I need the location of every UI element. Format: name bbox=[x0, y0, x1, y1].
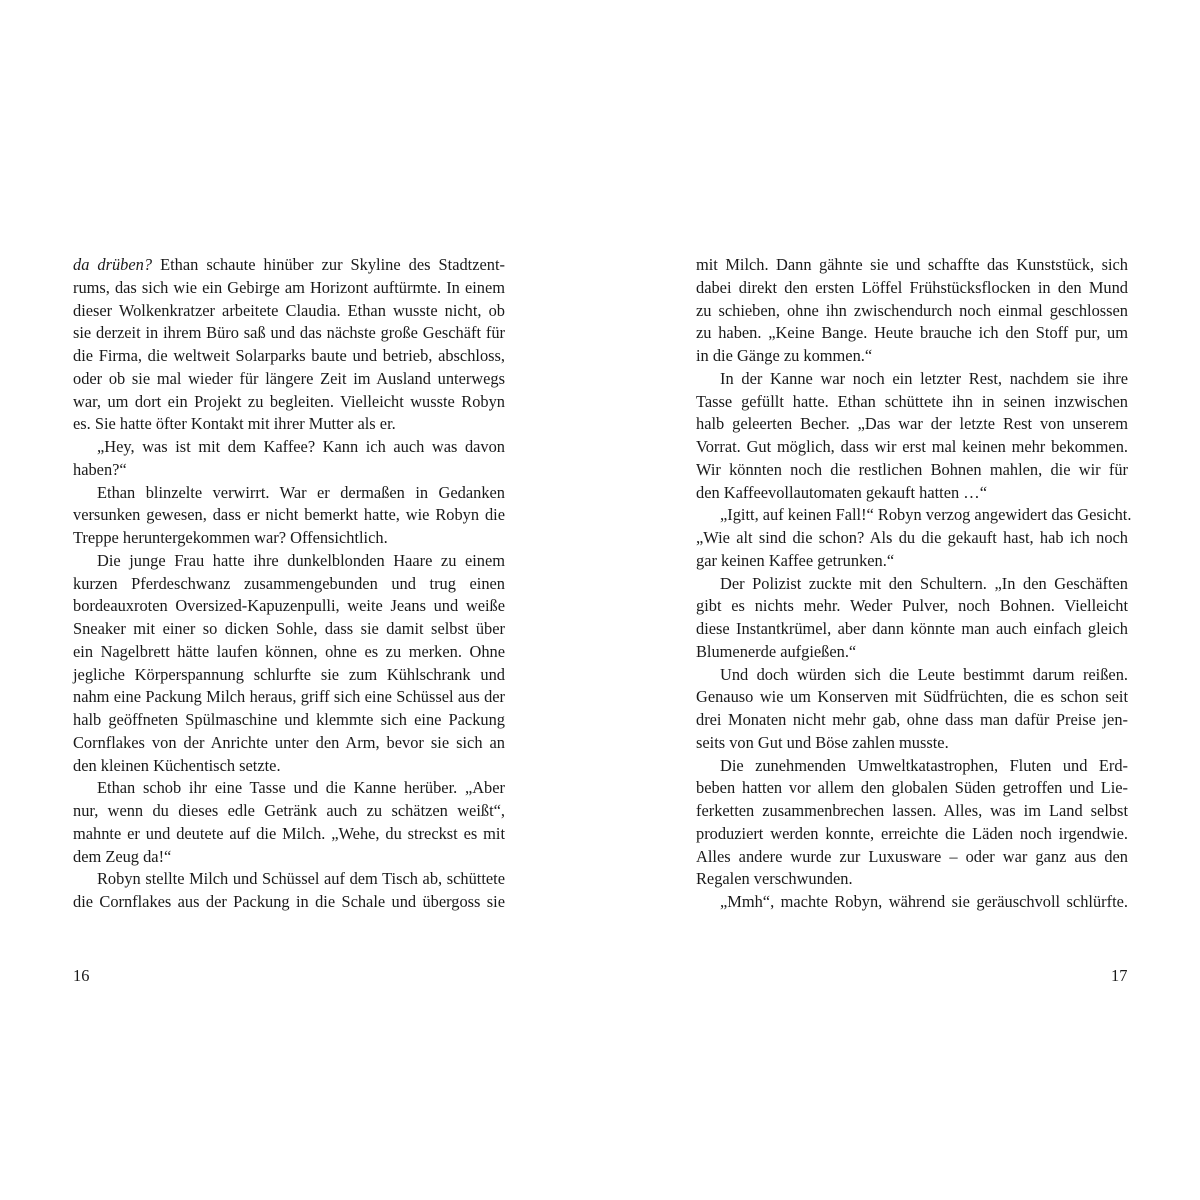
text-line bbox=[73, 527, 505, 550]
text-line bbox=[696, 755, 1128, 778]
line-text: kurzen Pferdeschwanz zusammengebunden und trug einen bbox=[73, 573, 505, 593]
text-line bbox=[73, 732, 505, 755]
left-page-text bbox=[73, 254, 505, 914]
text-line bbox=[696, 345, 1128, 368]
text-line bbox=[696, 800, 1128, 823]
text-line bbox=[696, 254, 1128, 277]
text-line bbox=[73, 277, 505, 300]
line-text: versunken gewesen, dass er nicht bemerkt hatte, wie Robyn die bbox=[73, 505, 505, 525]
line-text: Der Polizist zuckte mit den Schultern. „In den Geschäften bbox=[720, 573, 1128, 593]
line-text: ferketten zusammenbrechen lassen. Alles, was im Land selbst bbox=[696, 801, 1128, 820]
line-text: „Mmh“, machte Robyn, während sie geräuschvoll schlürfte. bbox=[720, 892, 1128, 911]
text-line bbox=[73, 755, 505, 778]
text-line bbox=[73, 482, 505, 505]
text-line bbox=[73, 254, 505, 277]
line-text: Sneaker mit einer so dicken Sohle, dass sie damit selbst über bbox=[73, 619, 505, 638]
line-text: halb geleerten Becher. „Das war der letzte Rest von unserem bbox=[696, 414, 1128, 434]
line-text: die Cornflakes aus der Packung in die Schale und übergoss sie bbox=[73, 892, 505, 911]
text-line bbox=[696, 482, 1128, 505]
text-line bbox=[696, 618, 1128, 641]
line-text: In der Kanne war noch ein letzter Rest, nachdem sie ihre bbox=[720, 368, 1128, 388]
text-line bbox=[73, 664, 505, 687]
line-text: mahnte er und deutete auf die Milch. „Wehe, du streckst es mit bbox=[73, 823, 505, 843]
text-line bbox=[696, 732, 1128, 755]
line-text: Die zunehmenden Umweltkatastrophen, Fluten und Erd- bbox=[720, 755, 1128, 775]
text-line bbox=[696, 868, 1128, 891]
line-text: dabei direkt den ersten Löffel Frühstücksflocken in den Mund bbox=[696, 277, 1128, 297]
text-line bbox=[73, 891, 505, 914]
line-text: Ethan blinzelte verwirrt. War er dermaßen in Gedanken bbox=[97, 482, 505, 502]
right-page-text bbox=[696, 254, 1132, 914]
line-text: Ethan schob ihr eine Tasse und die Kanne herüber. „Aber bbox=[97, 778, 505, 798]
text-line bbox=[73, 686, 505, 709]
text-line bbox=[73, 413, 505, 436]
text-line bbox=[73, 595, 505, 618]
line-text: war, um dort ein Projekt zu begleiten. Vielleicht wusste Robyn bbox=[73, 391, 505, 411]
text-line bbox=[696, 277, 1128, 300]
line-text: nur, wenn du dieses edle Getränk auch zu schätzen weißt“, bbox=[73, 801, 505, 820]
line-text: Wir könnten noch die restlichen Bohnen mahlen, die wir für bbox=[696, 459, 1128, 479]
line-text: Robyn stellte Milch und Schüssel auf dem Tisch ab, schüttete bbox=[97, 869, 505, 889]
text-line bbox=[73, 368, 505, 391]
text-line bbox=[696, 504, 1132, 527]
line-text: den kleinen Küchentisch setzte. bbox=[73, 755, 281, 775]
text-line bbox=[696, 436, 1128, 459]
text-line bbox=[696, 573, 1128, 596]
text-line bbox=[73, 846, 505, 869]
text-line bbox=[696, 686, 1128, 709]
text-line bbox=[696, 664, 1128, 687]
line-text: ein Nagelbrett hätte laufen können, ohne es zu merken. Ohne bbox=[73, 641, 505, 661]
line-text: Und doch würden sich die Leute bestimmt darum reißen. bbox=[720, 664, 1128, 684]
line-text: Genauso wie um Konserven mit Südfrüchten, die es schon seit bbox=[696, 687, 1128, 707]
line-text: Alles andere wurde zur Luxusware – oder war ganz aus den bbox=[696, 846, 1128, 866]
line-text: gar keinen Kaffee getrunken.“ bbox=[696, 550, 895, 570]
line-text: zu schieben, ohne ihn zwischendurch noch einmal geschlossen bbox=[696, 300, 1128, 320]
line-text: mit Milch. Dann gähnte sie und schaffte das Kunststück, sich bbox=[696, 255, 1128, 274]
line-text: Cornflakes von der Anrichte unter den Arm, bevor sie sich an bbox=[73, 732, 505, 752]
line-text: nahm eine Packung Milch heraus, griff sich eine Schüssel aus der bbox=[73, 687, 505, 707]
line-text: Regalen verschwunden. bbox=[696, 869, 853, 889]
text-line bbox=[696, 595, 1128, 618]
line-text: rums, das sich wie ein Gebirge am Horizont auftürmte. In einem bbox=[73, 277, 505, 297]
text-line bbox=[696, 527, 1128, 550]
line-text: drei Monaten nicht mehr gab, ohne dass man dafür Preise jen- bbox=[696, 710, 1128, 729]
line-text: „Wie alt sind die schon? Als du die gekauft hast, hab ich noch bbox=[696, 528, 1128, 547]
line-text: jegliche Körperspannung schlurfte sie zum Kühlschrank und bbox=[73, 664, 505, 684]
text-line bbox=[696, 300, 1128, 323]
text-line bbox=[696, 459, 1128, 482]
text-line bbox=[696, 368, 1128, 391]
text-line bbox=[73, 800, 505, 823]
line-text: dem Zeug da!“ bbox=[73, 846, 172, 866]
line-text: haben?“ bbox=[73, 459, 127, 479]
line-text: zu haben. „Keine Bange. Heute brauche ich den Stoff pur, um bbox=[696, 323, 1128, 343]
text-line bbox=[696, 709, 1128, 732]
text-line bbox=[73, 322, 505, 345]
line-text: die Firma, die weltweit Solarparks baute und betrieb, abschloss, bbox=[73, 346, 505, 365]
text-line bbox=[696, 391, 1128, 414]
text-line bbox=[73, 823, 505, 846]
line-text: in die Gänge zu kommen.“ bbox=[696, 346, 873, 365]
line-text: Tasse gefüllt hatte. Ethan schüttete ihn in seinen inzwischen bbox=[696, 391, 1128, 411]
line-text: oder ob sie mal wieder für längere Zeit im Ausland unterwegs bbox=[73, 368, 505, 388]
text-line bbox=[73, 459, 505, 482]
page-number-left: 16 bbox=[73, 966, 90, 985]
text-line bbox=[73, 391, 505, 414]
text-line bbox=[696, 413, 1128, 436]
text-line bbox=[73, 709, 505, 732]
line-text: dieser Wolkenkratzer arbeitete Claudia. Ethan wusste nicht, ob bbox=[73, 300, 505, 320]
line-text: produziert werden konnte, erreichte die Läden noch irgendwie. bbox=[696, 823, 1128, 843]
line-text: bordeauxroten Oversized-Kapuzenpulli, weite Jeans und weiße bbox=[73, 596, 505, 616]
line-text: Vorrat. Gut möglich, dass wir erst mal keinen mehr bekommen. bbox=[696, 437, 1128, 456]
line-text: Blumenerde aufgießen.“ bbox=[696, 641, 857, 661]
line-text: Ethan schaute hinüber zur Skyline des Stadtzent- bbox=[152, 255, 505, 274]
text-line bbox=[73, 436, 505, 459]
text-line bbox=[696, 891, 1128, 914]
text-line bbox=[73, 573, 505, 596]
line-text: beben hatten vor allem den globalen Süden getroffen und Lie- bbox=[696, 778, 1128, 798]
line-text: „Hey, was ist mit dem Kaffee? Kann ich auch was davon bbox=[97, 437, 505, 456]
line-text: diese Instantkrümel, aber dann könnte man auch einfach gleich bbox=[696, 619, 1128, 638]
text-line bbox=[696, 846, 1128, 869]
text-line bbox=[73, 504, 505, 527]
line-text: es. Sie hatte öfter Kontakt mit ihrer Mutter als er. bbox=[73, 414, 396, 434]
text-line bbox=[696, 823, 1128, 846]
text-line bbox=[73, 868, 505, 891]
text-line bbox=[73, 345, 505, 368]
line-text: seits von Gut und Böse zahlen musste. bbox=[696, 732, 949, 752]
text-line bbox=[696, 322, 1128, 345]
line-text: Treppe heruntergekommen war? Offensichtlich. bbox=[73, 528, 388, 547]
line-text: sie derzeit in ihrem Büro saß und das nächste große Geschäft für bbox=[73, 323, 505, 343]
text-line bbox=[696, 777, 1128, 800]
text-line bbox=[73, 550, 505, 573]
page-number-right: 17 bbox=[1111, 966, 1128, 985]
text-line bbox=[73, 618, 505, 641]
text-line bbox=[696, 550, 1128, 573]
line-text: Die junge Frau hatte ihre dunkelblonden Haare zu einem bbox=[97, 550, 505, 570]
line-text: „Igitt, auf keinen Fall!“ Robyn verzog angewidert das Gesicht. bbox=[720, 505, 1132, 525]
italic-text: da drüben? bbox=[73, 255, 153, 274]
text-line bbox=[73, 300, 505, 323]
text-line bbox=[73, 777, 505, 800]
text-line bbox=[696, 641, 1128, 664]
line-text: den Kaffeevollautomaten gekauft hatten …“ bbox=[696, 482, 987, 502]
text-line bbox=[73, 641, 505, 664]
line-text: halb geöffneten Spülmaschine und klemmte sich eine Packung bbox=[73, 710, 505, 729]
line-text: gibt es nichts mehr. Weder Pulver, noch Bohnen. Vielleicht bbox=[696, 596, 1128, 616]
